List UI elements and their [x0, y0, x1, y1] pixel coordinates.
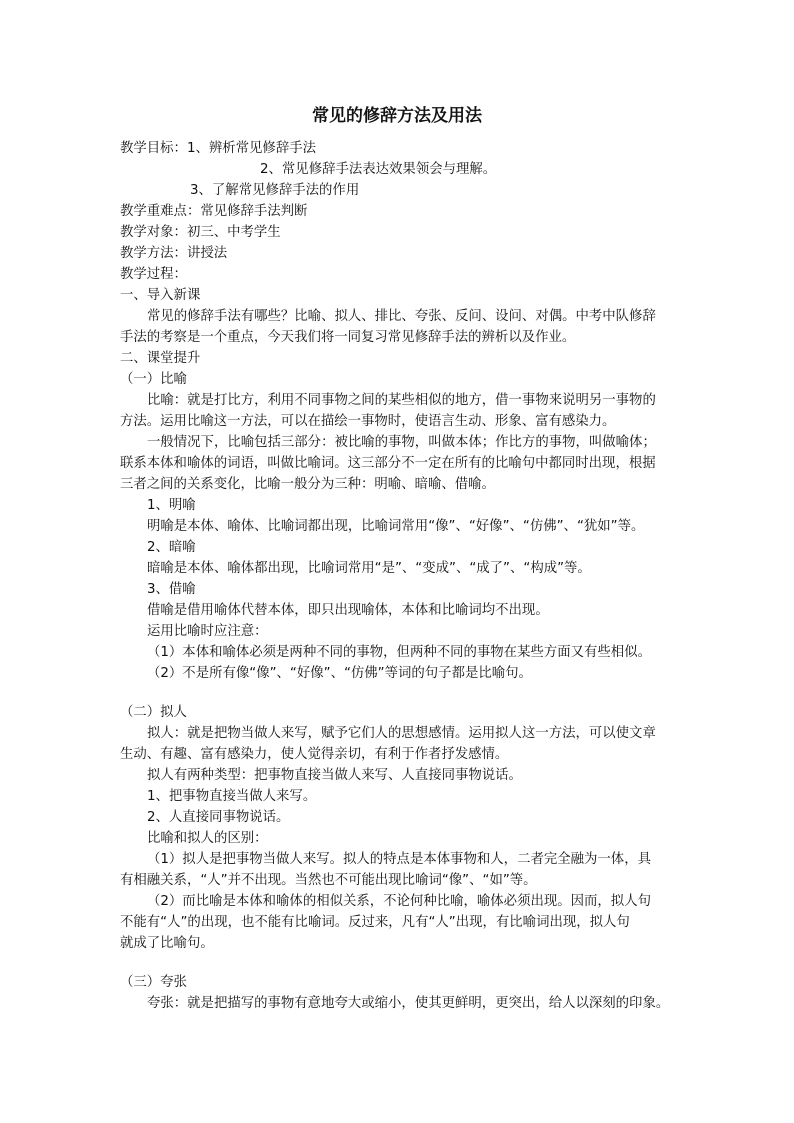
paragraph-line: （2）不是所有像“像”、“好像”、“仿佛”等词的句子都是比喻句。	[147, 666, 532, 681]
objective-line-1: 教学目标：1、辨析常见修辞手法	[120, 141, 316, 156]
paragraph-line: 方法。运用比喻这一方法，可以在描绘一事物时，使语言生动、形象、富有感染力。	[120, 414, 616, 429]
paragraph-line: 2、人直接同事物说话。	[147, 810, 290, 825]
paragraph-line: 有相融关系，“人”并不出现。当然也不可能出现比喻词“像”、“如”等。	[120, 873, 537, 888]
paragraph-line: 运用比喻时应注意：	[147, 624, 268, 639]
document-title: 常见的修辞方法及用法	[312, 106, 482, 126]
item-heading-implicit: 2、暗喻	[147, 540, 196, 555]
paragraph-line: 手法的考察是一个重点，今天我们将一同复习常见修辞手法的辨析以及作业。	[120, 330, 576, 345]
paragraph-line: （1）拟人是把事物当做人来写。拟人的特点是本体事物和人，二者完全融为一体，具	[147, 852, 651, 867]
section-heading-improve: 二、课堂提升	[120, 351, 201, 366]
paragraph-line: 夸张：就是把描写的事物有意地夸大或缩小，使其更鲜明，更突出，给人以深刻的印象。	[147, 996, 670, 1011]
paragraph-line: 拟人有两种类型：把事物直接当做人来写、人直接同事物说话。	[147, 768, 522, 783]
paragraph-line: 比喻：就是打比方，利用不同事物之间的某些相似的地方，借一事物来说明另一事物的	[147, 393, 656, 408]
paragraph-line: （1）本体和喻体必须是两种不同的事物，但两种不同的事物在某些方面又有些相似。	[147, 645, 651, 660]
paragraph-line: 常见的修辞手法有哪些？比喻、拟人、排比、夸张、反问、设问、对偶。中考中队修辞	[147, 309, 656, 324]
key-points-line: 教学重难点：常见修辞手法判断	[120, 204, 308, 219]
item-heading-borrowed: 3、借喻	[147, 582, 196, 597]
paragraph-line: （2）而比喻是本体和喻体的相似关系，不论何种比喻，喻体必须出现。因而，拟人句	[147, 894, 651, 909]
paragraph-line: 比喻和拟人的区别：	[147, 831, 268, 846]
paragraph-line: 三者之间的关系变化，比喻一般分为三种：明喻、暗喻、借喻。	[120, 477, 495, 492]
audience-line: 教学对象：初三、中考学生	[120, 225, 281, 240]
objective-line-3: 3、了解常见修辞手法的作用	[190, 183, 360, 198]
subsection-heading-personification: （二）拟人	[120, 705, 187, 720]
paragraph-line: 明喻是本体、喻体、比喻词都出现，比喻词常用“像”、“好像”、“仿佛”、“犹如”等。	[147, 519, 645, 534]
process-line: 教学过程：	[120, 267, 187, 282]
paragraph-line: 一般情况下，比喻包括三部分：被比喻的事物，叫做本体；作比方的事物，叫做喻体；	[147, 435, 656, 450]
paragraph-line: 借喻是借用喻体代替本体，即只出现喻体，本体和比喻词均不出现。	[147, 603, 549, 618]
section-heading-intro: 一、导入新课	[120, 288, 201, 303]
paragraph-line: 联系本体和喻体的词语，叫做比喻词。这三部分不一定在所有的比喻句中都同时出现，根据	[120, 456, 656, 471]
paragraph-line: 不能有“人”的出现，也不能有比喻词。反过来，凡有“人”出现，有比喻词出现，拟人句	[120, 915, 630, 930]
method-line: 教学方法：讲授法	[120, 246, 228, 261]
objective-line-2: 2、常见修辞手法表达效果领会与理解。	[260, 162, 497, 177]
paragraph-line: 拟人：就是把物当做人来写，赋予它们人的思想感情。运用拟人这一方法，可以使文章	[147, 726, 656, 741]
item-heading-simile: 1、明喻	[147, 498, 196, 513]
paragraph-line: 暗喻是本体、喻体都出现，比喻词常用“是”、“变成”、“成了”、“构成”等。	[147, 561, 591, 576]
subsection-heading-metaphor: （一）比喻	[120, 372, 187, 387]
paragraph-line: 就成了比喻句。	[120, 936, 214, 951]
paragraph-line: 生动、有趣、富有感染力，使人觉得亲切，有利于作者抒发感情。	[120, 747, 509, 762]
subsection-heading-hyperbole: （三）夸张	[120, 975, 187, 990]
paragraph-line: 1、把事物直接当做人来写。	[147, 789, 317, 804]
